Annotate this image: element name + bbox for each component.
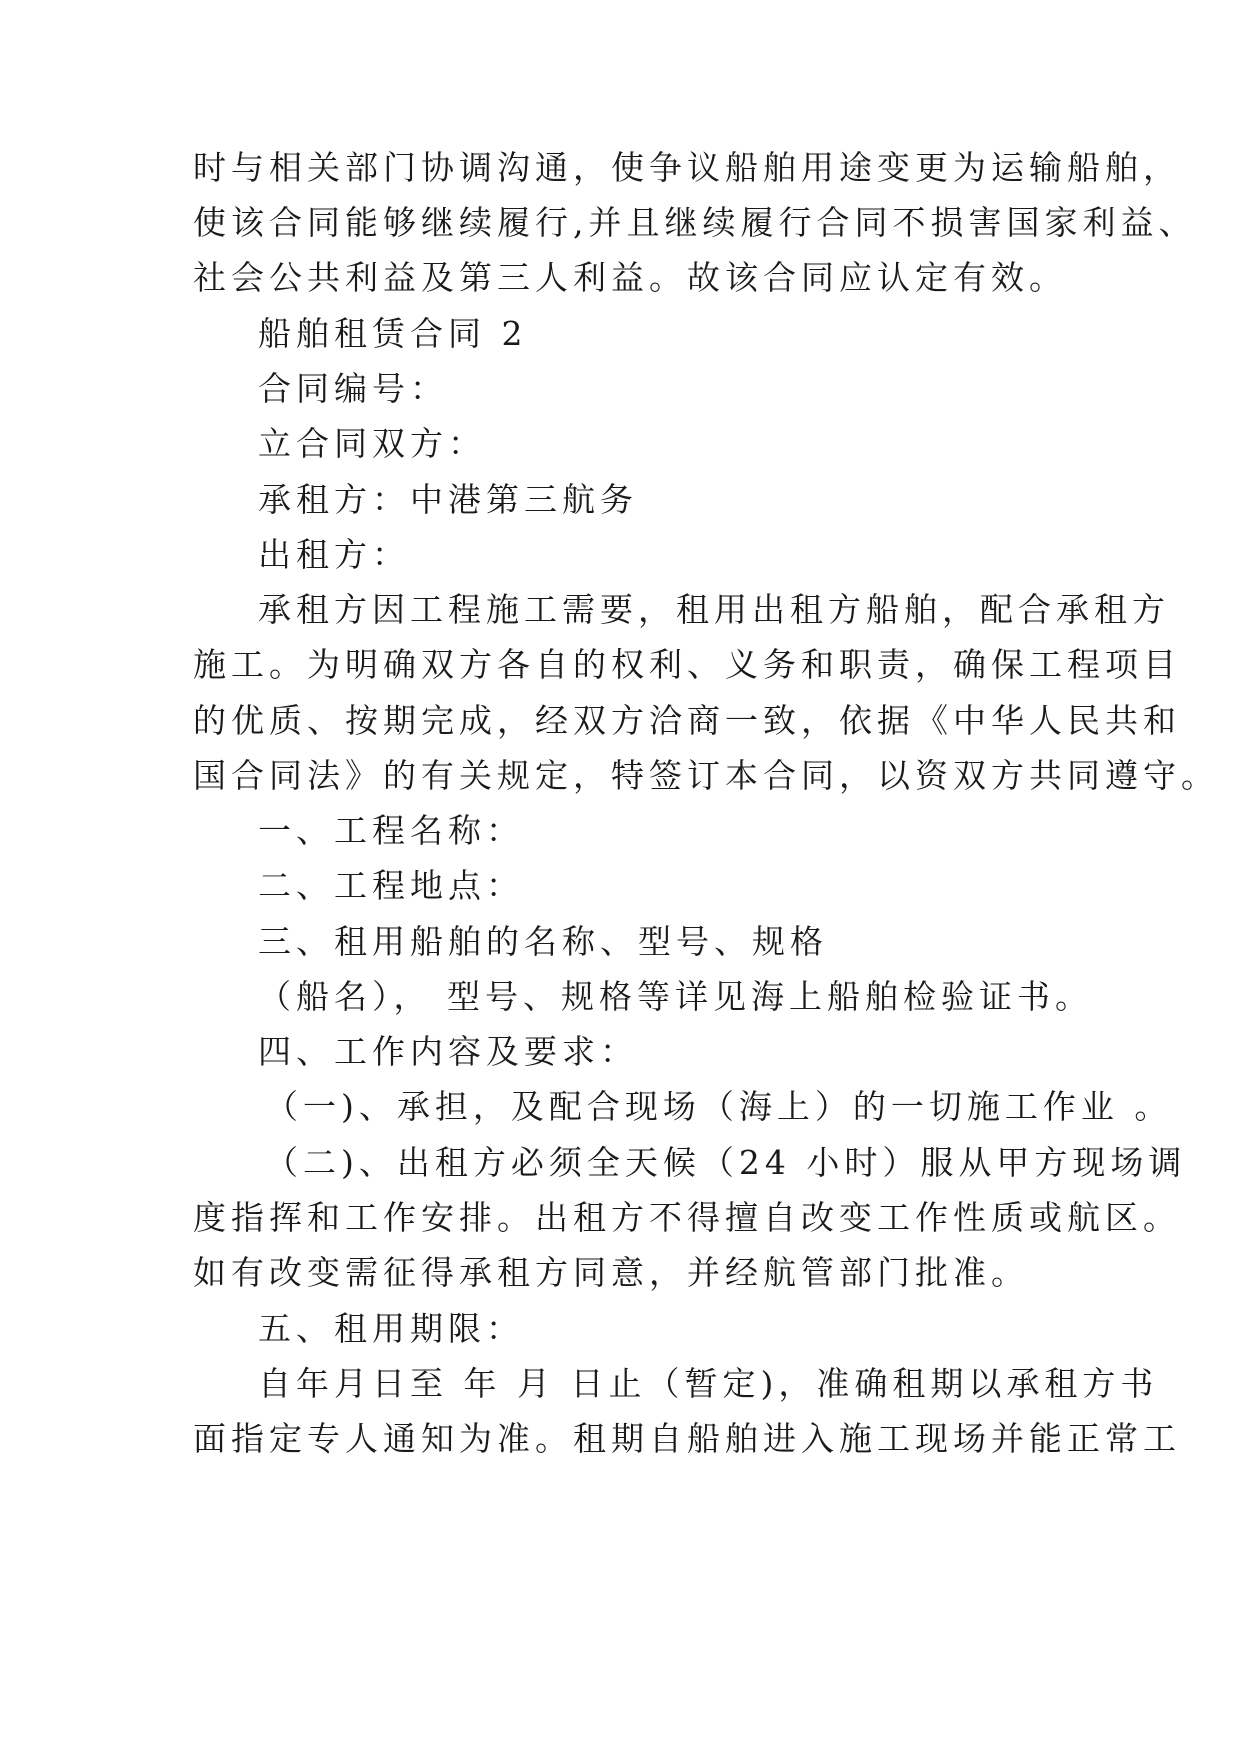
paragraph-line-11: 的优质、按期完成，经双方洽商一致，依据《中华人民共和 (193, 701, 1181, 740)
contract-parties-label: 立合同双方： (258, 424, 486, 463)
lessor-line: 出租方： (258, 535, 410, 574)
clause-4-item-1: （一)、承担，及配合现场（海上）的一切施工作业 。 (265, 1087, 1173, 1126)
paragraph-line-9: 承租方因工程施工需要，租用出租方船舶，配合承租方 (258, 590, 1170, 629)
paragraph-line-10: 施工。为明确双方各自的权利、义务和职责，确保工程项目 (193, 645, 1181, 684)
clause-2-heading: 二、工程地点： (258, 866, 524, 905)
clause-3-detail: （船名）， 型号、规格等详见海上船舶检验证书。 (258, 977, 1093, 1016)
section-title: 船舶租赁合同 2 (258, 314, 528, 353)
paragraph-line-2: 使该合同能够继续履行,并且继续履行合同不损害国家利益、 (193, 203, 1197, 242)
paragraph-line-24: 面指定专人通知为准。租期自船舶进入施工现场并能正常工 (193, 1419, 1181, 1458)
paragraph-line-20: 度指挥和工作安排。出租方不得擅自改变工作性质或航区。 (193, 1198, 1181, 1237)
clause-3-heading: 三、租用船舶的名称、型号、规格 (258, 922, 828, 961)
paragraph-line-12: 国合同法》的有关规定，特签订本合同，以资双方共同遵守。 (193, 756, 1219, 795)
lessee-line: 承租方：中港第三航务 (258, 480, 638, 519)
contract-number-label: 合同编号： (258, 369, 448, 408)
paragraph-line-21: 如有改变需征得承租方同意，并经航管部门批准。 (193, 1253, 1029, 1292)
clause-5-heading: 五、租用期限： (258, 1309, 524, 1348)
paragraph-line-1: 时与相关部门协调沟通，使争议船舶用途变更为运输船舶， (193, 148, 1181, 187)
clause-1-heading: 一、工程名称： (258, 811, 524, 850)
paragraph-line-3: 社会公共利益及第三人利益。故该合同应认定有效。 (193, 258, 1067, 297)
clause-4-heading: 四、工作内容及要求： (258, 1032, 638, 1071)
paragraph-line-23: 自年月日至 年 月 日止（暂定)，准确租期以承租方书 (258, 1364, 1159, 1403)
clause-4-item-2: （二)、出租方必须全天候（24 小时）服从甲方现场调 (265, 1143, 1187, 1182)
